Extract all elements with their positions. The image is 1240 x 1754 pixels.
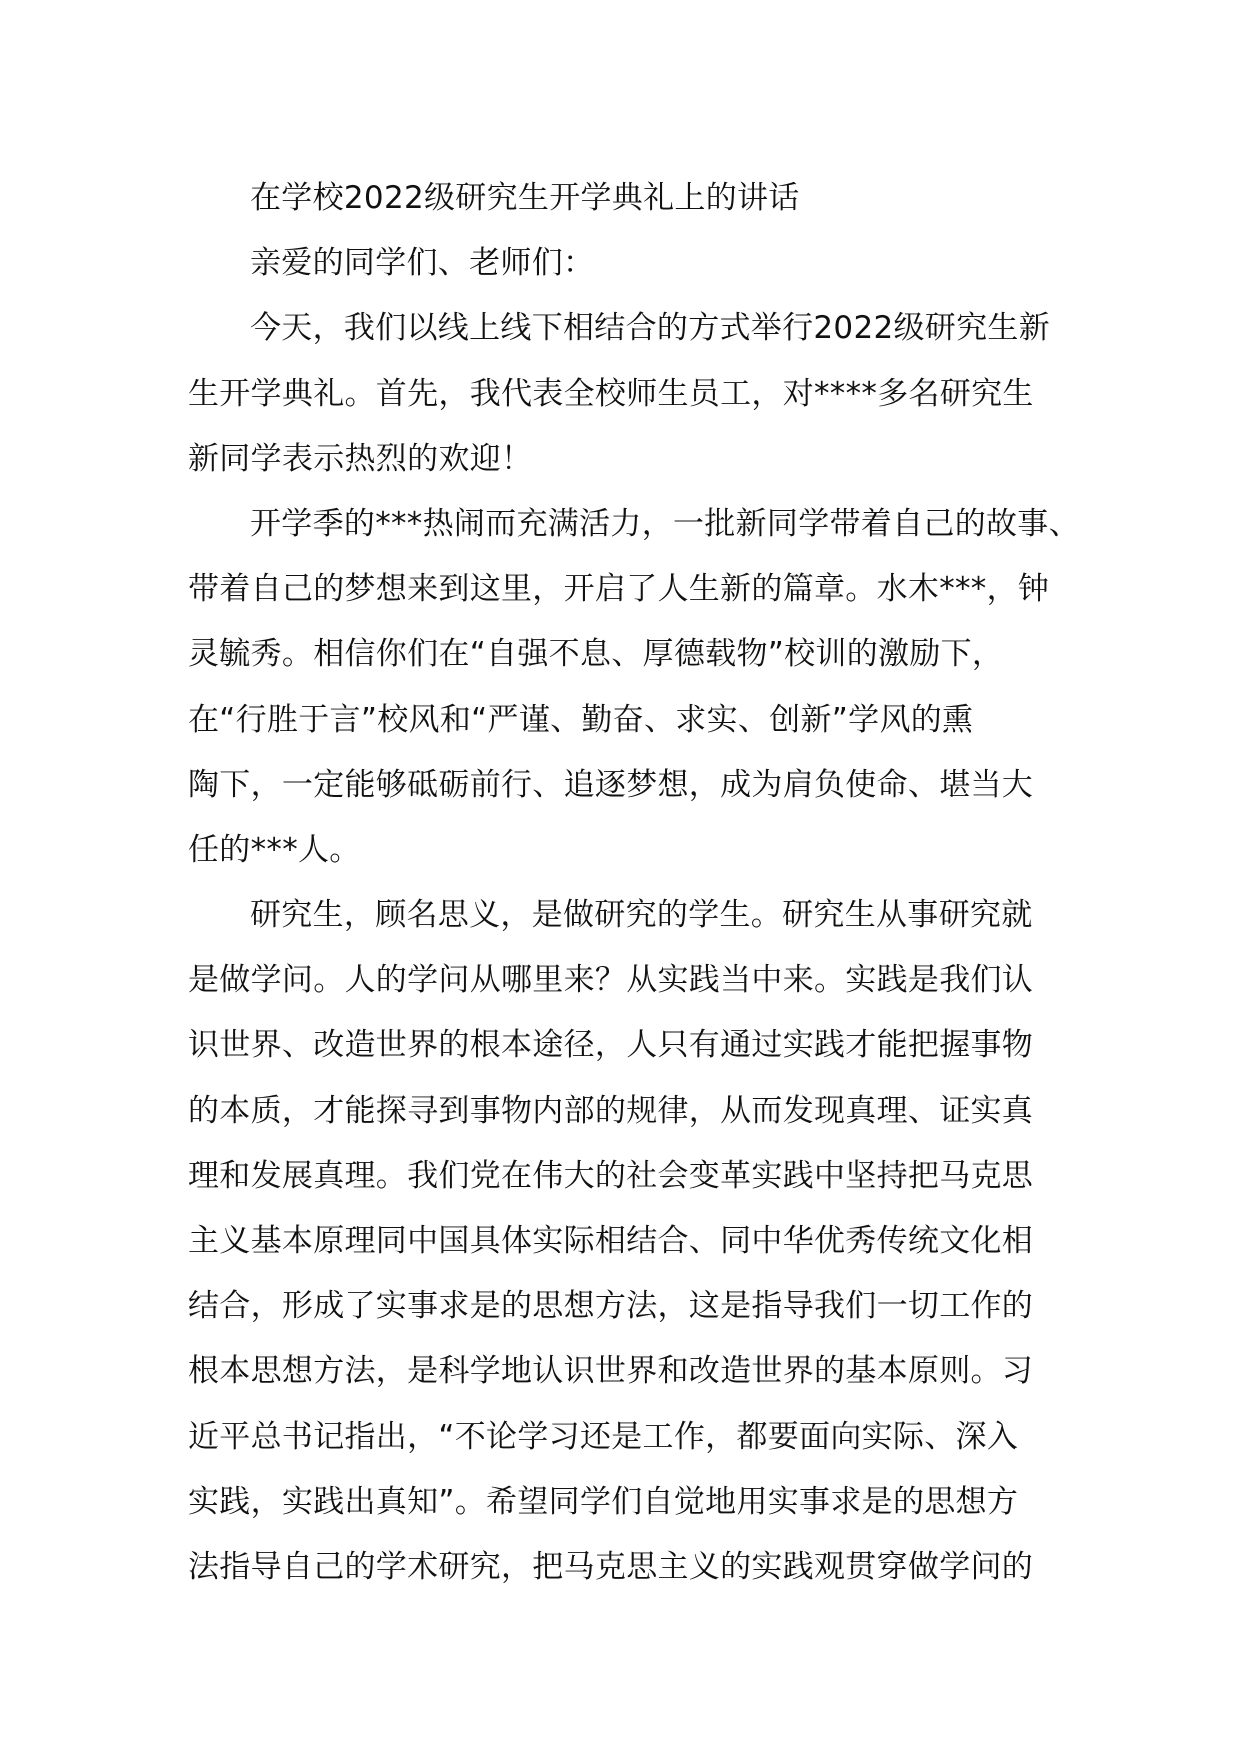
paragraph-3 xyxy=(188,883,1060,1600)
paragraph-line: 陶下，一定能够砥砺前行、追逐梦想，成为肩负使命、堪当大 xyxy=(188,766,1034,803)
salutation: 亲爱的同学们、老师们： xyxy=(250,245,595,282)
paragraph-line: 今天，我们以线上线下相结合的方式举行2022级研究生新 xyxy=(250,310,1050,347)
paragraph-line: 主义基本原理同中国具体实际相结合、同中华优秀传统文化相 xyxy=(188,1223,1034,1259)
paragraph-line: 带着自己的梦想来到这里，开启了人生新的篇章。水木***，钟 xyxy=(188,571,1050,608)
document-body xyxy=(188,166,1080,1600)
paragraph-line: 任的***人。 xyxy=(188,831,361,868)
paragraph-line: 结合，形成了实事求是的思想方法，这是指导我们一切工作的 xyxy=(188,1288,1034,1325)
paragraph-line: 新同学表示热烈的欢迎！ xyxy=(188,440,533,477)
paragraph-line: 生开学典礼。首先，我代表全校师生员工，对****多名研究生 xyxy=(188,375,1034,412)
paragraph-line: 研究生，顾名思义，是做研究的学生。研究生从事研究就 xyxy=(250,897,1033,934)
paragraph-1 xyxy=(188,296,1060,492)
paragraph-line: 理和发展真理。我们党在伟大的社会变革实践中坚持把马克思 xyxy=(188,1157,1034,1194)
paragraph-line: 近平总书记指出，“不论学习还是工作，都要面向实际、深入 xyxy=(188,1418,1019,1455)
paragraph-line: 开学季的***热闹而充满活力，一批新同学带着自己的故事、 xyxy=(250,505,1080,542)
paragraph-line: 根本思想方法，是科学地认识世界和改造世界的基本原则。习 xyxy=(188,1353,1034,1390)
paragraph-line: 在“行胜于言”校风和“严谨、勤奋、求实、创新”学风的熏 xyxy=(188,701,974,738)
paragraph-line: 灵毓秀。相信你们在“自强不息、厚德载物”校训的激励下， xyxy=(188,636,1004,673)
paragraph-line: 法指导自己的学术研究，把马克思主义的实践观贯穿做学问的 xyxy=(188,1548,1034,1585)
paragraph-line: 识世界、改造世界的根本途径，人只有通过实践才能把握事物 xyxy=(188,1027,1034,1064)
paragraph-2 xyxy=(188,492,1080,883)
paragraph-line: 是做学问。人的学问从哪里来？从实践当中来。实践是我们认 xyxy=(188,962,1034,999)
paragraph-line: 实践，实践出真知”。希望同学们自觉地用实事求是的思想方 xyxy=(188,1483,1019,1520)
paragraph-line: 的本质，才能探寻到事物内部的规律，从而发现真理、证实真 xyxy=(188,1092,1034,1129)
document-title: 在学校2022级研究生开学典礼上的讲话 xyxy=(250,180,800,216)
